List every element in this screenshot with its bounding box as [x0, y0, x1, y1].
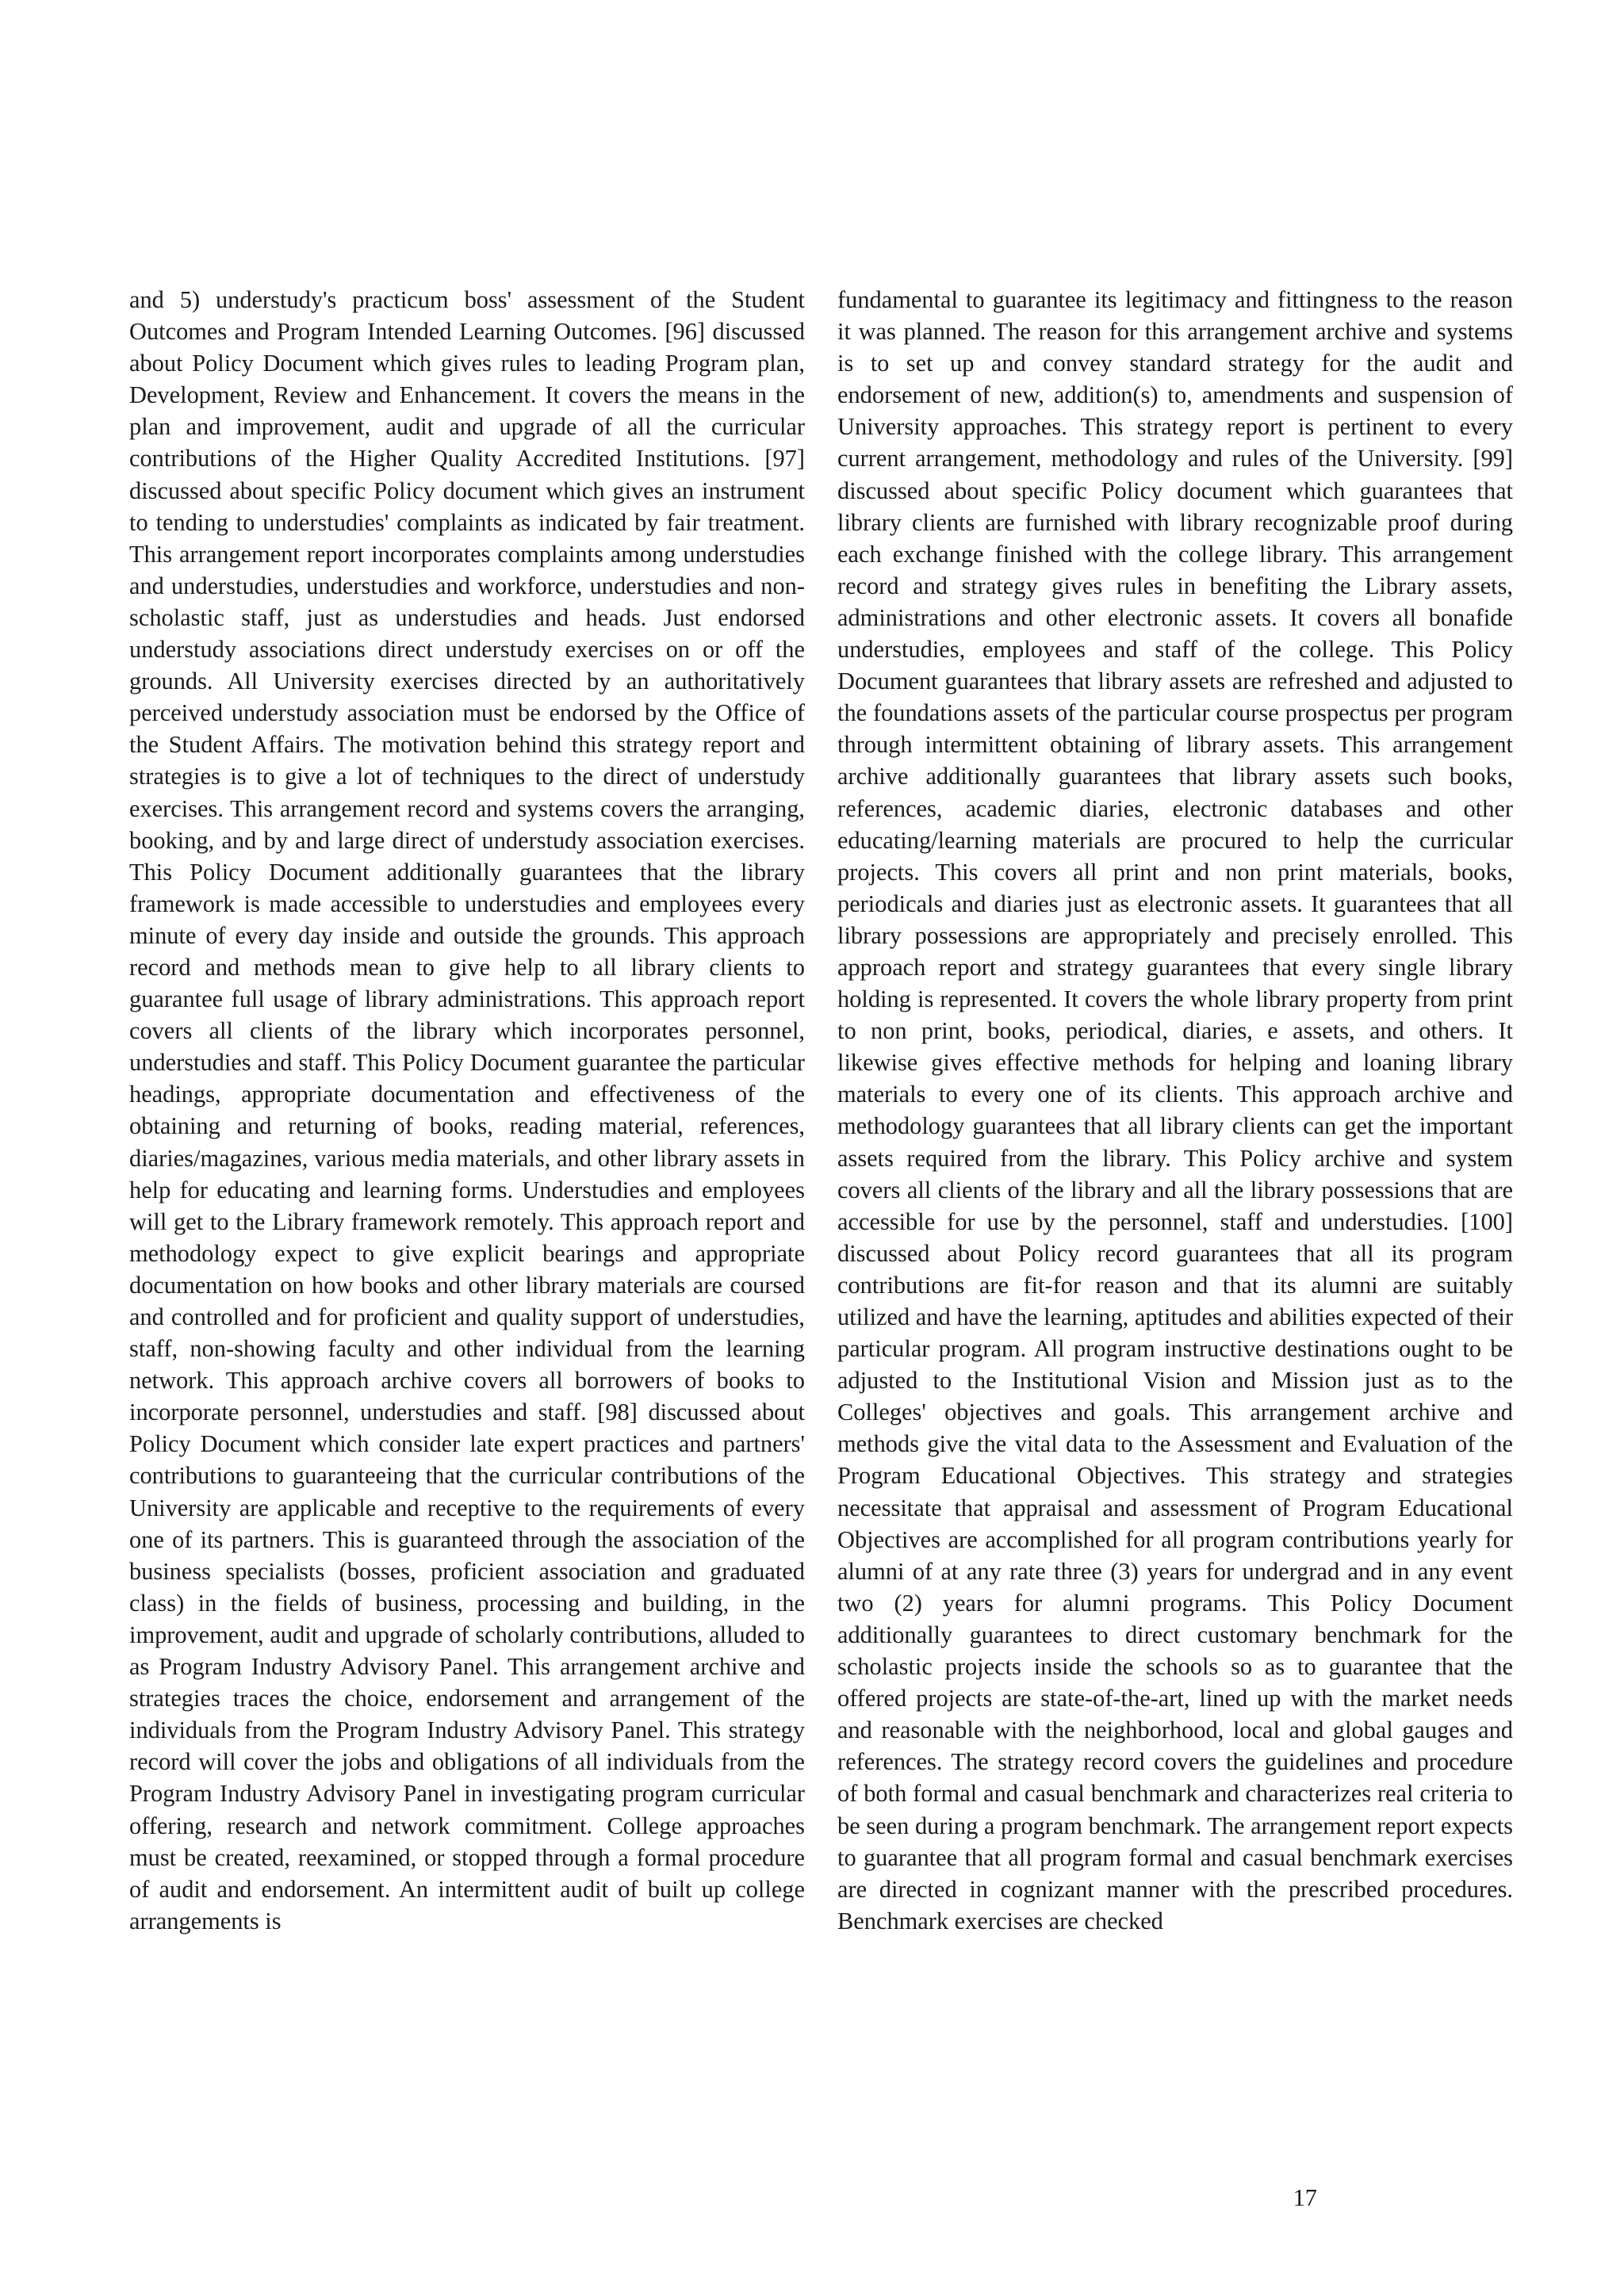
page-number: 17 [1293, 2184, 1317, 2211]
right-column-text: fundamental to guarantee its legitimacy and fittingness to the reason it was planned. The reason for this arrangement archive and systems is to set up and convey standard strategy for the audit and endorsement of new, addition(s) to, amendments and suspension of University approaches. This strategy report is pertinent to every current arrangement, methodology and rules of the University. [99] discussed about specific Policy document which guarantees that library clients are furnished with library recognizable proof during each exchange finished with the college library. This arrangement record and strategy gives rules in benefiting the Library assets, administrations and other electronic assets. It covers all bonafide understudies, employees and staff of the college. This Policy Document guarantees that library assets are refreshed and adjusted to the foundations assets of the particular course prospectus per program through intermittent obtaining of library assets. This arrangement archive additionally guarantees that library assets such books, references, academic diaries, electronic databases and other educating/learning materials are procured to help the curricular projects. This covers all print and non print materials, books, periodicals and diaries just as electronic assets. It guarantees that all library possessions are appropriately and precisely enrolled. This approach report and strategy guarantees that every single library holding is represented. It covers the whole library property from print to non print, books, periodical, diaries, e assets, and others. It likewise gives effective methods for helping and loaning library materials to every one of its clients. This approach archive and methodology guarantees that all library clients can get the important assets required from the library. This Policy archive and system covers all clients of the library and all the library possessions that are accessible for use by the personnel, staff and understudies. [100] discussed about Policy record guarantees that all its program contributions are fit-for reason and that its alumni are suitably utilized and have the learning, aptitudes and abilities expected of their particular program. All program instructive destinations ought to be adjusted to the Institutional Vision and Mission just as to the Colleges' objectives and goals. This arrangement archive and methods give the vital data to the Assessment and Evaluation of the Program Educational Objectives. This strategy and strategies necessitate that appraisal and assessment of Program Educational Objectives are accomplished for all program contributions yearly for alumni of at any rate three (3) years for undergrad and in any event two (2) years for alumni programs. This Policy Document additionally guarantees to direct customary benchmark for the scholastic projects inside the schools so as to guarantee that the offered projects are state-of-the-art, lined up with the market needs and reasonable with the neighborhood, local and global gauges and references. The strategy record covers the guidelines and procedure of both formal and casual benchmark and characterizes real criteria to be seen during a program benchmark. The arrangement report expects to guarantee that all program formal and casual benchmark exercises are directed in cognizant manner with the prescribed procedures. Benchmark exercises are checked [837, 286, 1513, 1934]
left-column-text: and 5) understudy's practicum boss' assessment of the Student Outcomes and Program Intended Learning Outcomes. [96] discussed about Policy Document which gives rules to leading Program plan, Development, Review and Enhancement. It covers the means in the plan and improvement, audit and upgrade of all the curricular contributions of the Higher Quality Accredited Institutions. [97] discussed about specific Policy document which gives an instrument to tending to understudies' complaints as indicated by fair treatment. This arrangement report incorporates complaints among understudies and understudies, understudies and workforce, understudies and non-scholastic staff, just as understudies and heads. Just endorsed understudy associations direct understudy exercises on or off the grounds. All University exercises directed by an authoritatively perceived understudy association must be endorsed by the Office of the Student Affairs. The motivation behind this strategy report and strategies is to give a lot of techniques to the direct of understudy exercises. This arrangement record and systems covers the arranging, booking, and by and large direct of understudy association exercises. This Policy Document additionally guarantees that the library framework is made accessible to understudies and employees every minute of every day inside and outside the grounds. This approach record and methods mean to give help to all library clients to guarantee full usage of library administrations. This approach report covers all clients of the library which incorporates personnel, understudies and staff. This Policy Document guarantee the particular headings, appropriate documentation and effectiveness of the obtaining and returning of books, reading material, references, diaries/magazines, various media materials, and other library assets in help for educating and learning forms. Understudies and employees will get to the Library framework remotely. This approach report and methodology expect to give explicit bearings and appropriate documentation on how books and other library materials are coursed and controlled and for proficient and quality support of understudies, staff, non-showing faculty and other individual from the learning network. This approach archive covers all borrowers of books to incorporate personnel, understudies and staff. [98] discussed about Policy Document which consider late expert practices and partners' contributions to guaranteeing that the curricular contributions of the University are applicable and receptive to the requirements of every one of its partners. This is guaranteed through the association of the business specialists (bosses, proficient association and graduated class) in the fields of business, processing and building, in the improvement, audit and upgrade of scholarly contributions, alluded to as Program Industry Advisory Panel. This arrangement archive and strategies traces the choice, endorsement and arrangement of the individuals from the Program Industry Advisory Panel. This strategy record will cover the jobs and obligations of all individuals from the Program Industry Advisory Panel in investigating program curricular offering, research and network commitment. College approaches must be created, reexamined, or stopped through a formal procedure of audit and endorsement. An intermittent audit of built up college arrangements is [129, 286, 805, 1934]
